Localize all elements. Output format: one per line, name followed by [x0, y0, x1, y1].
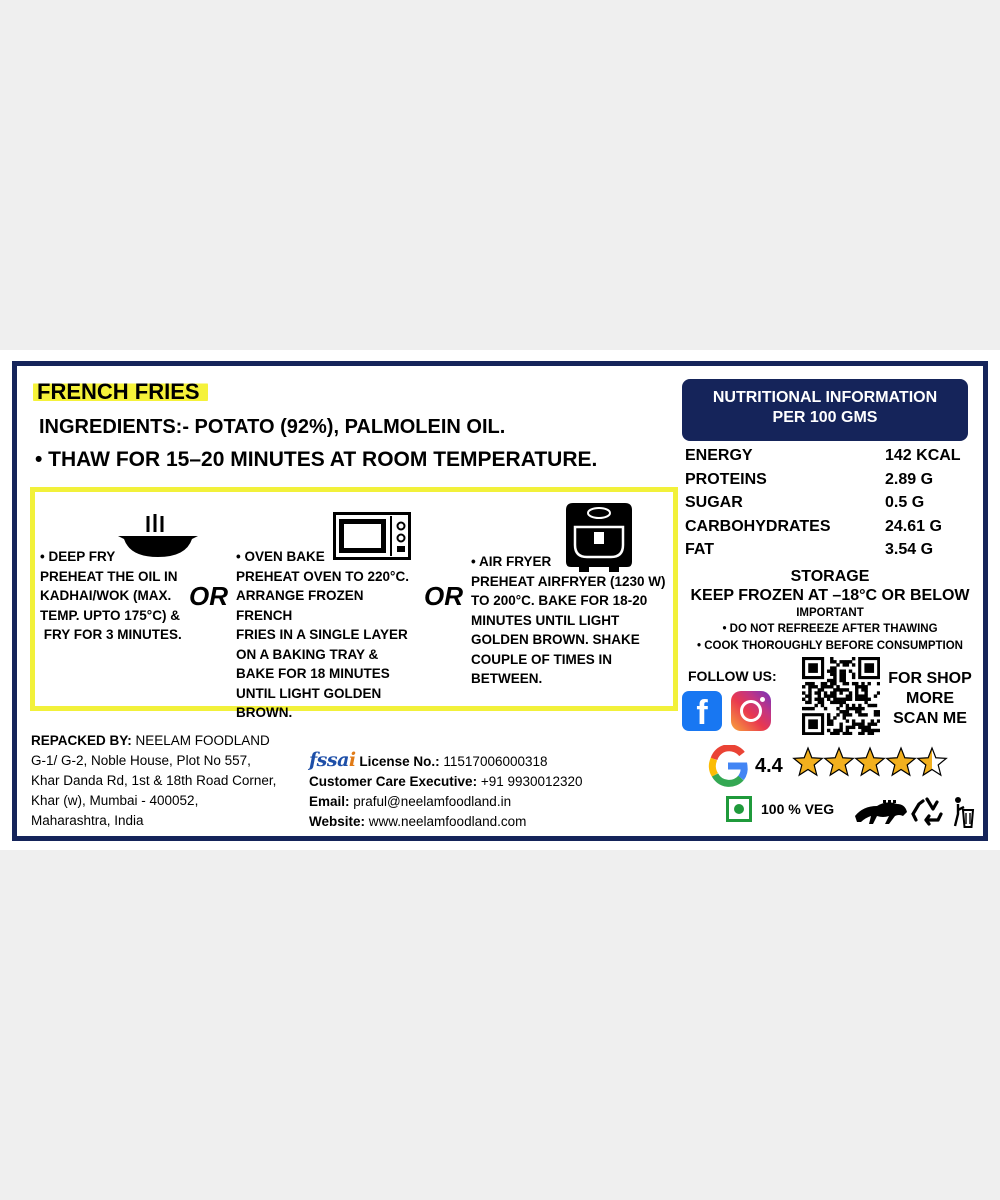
air-fryer-line: MINUTES UNTIL LIGHT — [471, 612, 620, 628]
nutrition-row — [685, 444, 975, 468]
veg-label: 100 % VEG — [761, 801, 835, 817]
nutrient-value: 24.61 G — [885, 517, 942, 535]
deep-fry-line: TEMP. UPTO 175°C) & — [40, 607, 180, 623]
rating-stars — [792, 746, 952, 780]
nutrient-name: SUGAR — [685, 494, 743, 511]
ingredients-text: INGREDIENTS:- POTATO (92%), PALMOLEIN OIL. — [39, 416, 506, 438]
qr-code[interactable] — [802, 657, 880, 735]
or-separator: OR — [424, 581, 463, 611]
veg-symbol-icon — [726, 796, 752, 822]
air-fryer-line: TO 200°C. BAKE FOR 18-20 — [471, 593, 648, 608]
storage-title: STORAGE — [790, 568, 870, 585]
deep-fry-method — [40, 547, 195, 645]
cooking-methods-box — [30, 487, 678, 720]
important-note: • COOK THOROUGHLY BEFORE CONSUMPTION — [697, 640, 963, 652]
google-icon — [707, 745, 749, 787]
nutrition-row — [685, 538, 975, 562]
air-fryer-line: PREHEAT AIRFRYER (1230 W) — [471, 573, 666, 589]
storage-section — [682, 567, 978, 655]
important-note: • DO NOT REFREEZE AFTER THAWING — [722, 623, 938, 635]
shop-scan-text — [885, 669, 975, 729]
license-label: License No.: — [359, 754, 440, 769]
oven-bake-method — [236, 547, 421, 723]
repacker-info — [31, 731, 301, 831]
oven-bake-heading: • OVEN BAKE — [236, 549, 325, 564]
star-icon — [825, 748, 854, 775]
shop-line: SCAN ME — [893, 710, 967, 727]
deep-fry-line: KADHAI/WOK (MAX. — [40, 588, 172, 603]
nutrition-row — [685, 515, 975, 539]
air-fryer-line: BETWEEN. — [471, 671, 543, 686]
customer-care-phone[interactable]: +91 9930012320 — [477, 774, 583, 789]
star-icon — [856, 748, 885, 775]
recycle-icon — [910, 796, 944, 826]
website-link[interactable]: www.neelamfoodland.com — [365, 814, 527, 829]
oven-bake-line: BROWN. — [236, 705, 293, 720]
make-in-india-lion-icon — [853, 796, 909, 826]
nutrient-name: ENERGY — [685, 447, 753, 464]
air-fryer-line: GOLDEN BROWN. SHAKE — [471, 632, 640, 647]
google-rating-value: 4.4 — [755, 755, 783, 777]
deep-fry-heading: • DEEP FRY — [40, 549, 116, 564]
website-label: Website: — [309, 814, 366, 829]
nutrition-row — [685, 468, 975, 492]
oven-bake-line: BAKE FOR 18 MINUTES — [236, 666, 390, 681]
email-link[interactable]: praful@neelamfoodland.in — [349, 794, 512, 809]
shop-line: MORE — [906, 690, 954, 707]
follow-us-label: FOLLOW US: — [688, 668, 777, 684]
deep-fry-line: PREHEAT THE OIL IN — [40, 568, 178, 584]
email-label: Email: — [309, 794, 350, 809]
license-number: 11517006000318 — [439, 754, 548, 769]
repacker-address-line: Khar (w), Mumbai - 400052, — [31, 793, 199, 808]
nutrient-value: 0.5 G — [885, 494, 925, 511]
dustbin-icon — [951, 796, 975, 828]
thaw-instruction: • THAW FOR 15–20 MINUTES AT ROOM TEMPERATURE. — [35, 448, 598, 471]
repacker-address-line: Maharashtra, India — [31, 813, 144, 828]
facebook-icon[interactable] — [682, 691, 722, 731]
nutrition-row — [685, 491, 975, 515]
oven-bake-line: ON A BAKING TRAY & — [236, 646, 379, 662]
important-heading: IMPORTANT — [796, 607, 864, 619]
nutrient-value: 2.89 G — [885, 470, 934, 488]
product-title: FRENCH FRIES — [33, 379, 208, 405]
air-fryer-line: COUPLE OF TIMES IN — [471, 651, 613, 667]
contact-info — [309, 750, 679, 832]
nutrition-heading-line: NUTRITIONAL INFORMATION — [712, 389, 938, 406]
storage-instruction: KEEP FROZEN AT –18°C OR BELOW — [690, 587, 970, 604]
oven-bake-line: UNTIL LIGHT GOLDEN — [236, 685, 382, 701]
or-separator: OR — [189, 581, 228, 611]
nutrition-heading-line: PER 100 GMS — [772, 409, 878, 426]
repacker-name: NEELAM FOODLAND — [131, 733, 270, 748]
nutrient-name: CARBOHYDRATES — [685, 517, 831, 535]
facebook-glyph: f — [696, 694, 708, 731]
product-label — [12, 361, 988, 841]
nutrition-heading — [682, 379, 968, 441]
oven-bake-line: PREHEAT OVEN TO 220°C. — [236, 568, 409, 584]
nutrient-value: 3.54 G — [885, 541, 934, 558]
fssai-logo: fssai — [309, 749, 356, 771]
star-icon — [794, 748, 823, 775]
repacker-address-line: Khar Danda Rd, 1st & 18th Road Corner, — [31, 773, 277, 788]
nutrient-value: 142 KCAL — [885, 447, 961, 464]
nutrition-table — [685, 444, 975, 562]
air-fryer-method — [471, 552, 671, 689]
customer-care-label: Customer Care Executive: — [309, 774, 478, 789]
star-icon — [887, 748, 916, 775]
repacker-address-line: G-1/ G-2, Noble House, Plot No 557, — [31, 753, 251, 768]
star-icon — [918, 748, 947, 775]
shop-line: FOR SHOP — [888, 670, 972, 687]
air-fryer-heading: • AIR FRYER — [471, 554, 552, 569]
nutrient-name: FAT — [685, 541, 715, 558]
oven-bake-line: FRIES IN A SINGLE LAYER — [236, 627, 408, 642]
deep-fry-line: FRY FOR 3 MINUTES. — [40, 627, 182, 642]
repacker-label: REPACKED BY: — [31, 733, 132, 748]
oven-bake-line: ARRANGE FROZEN FRENCH — [236, 588, 364, 623]
nutrient-name: PROTEINS — [685, 470, 767, 488]
instagram-icon[interactable] — [731, 691, 771, 731]
